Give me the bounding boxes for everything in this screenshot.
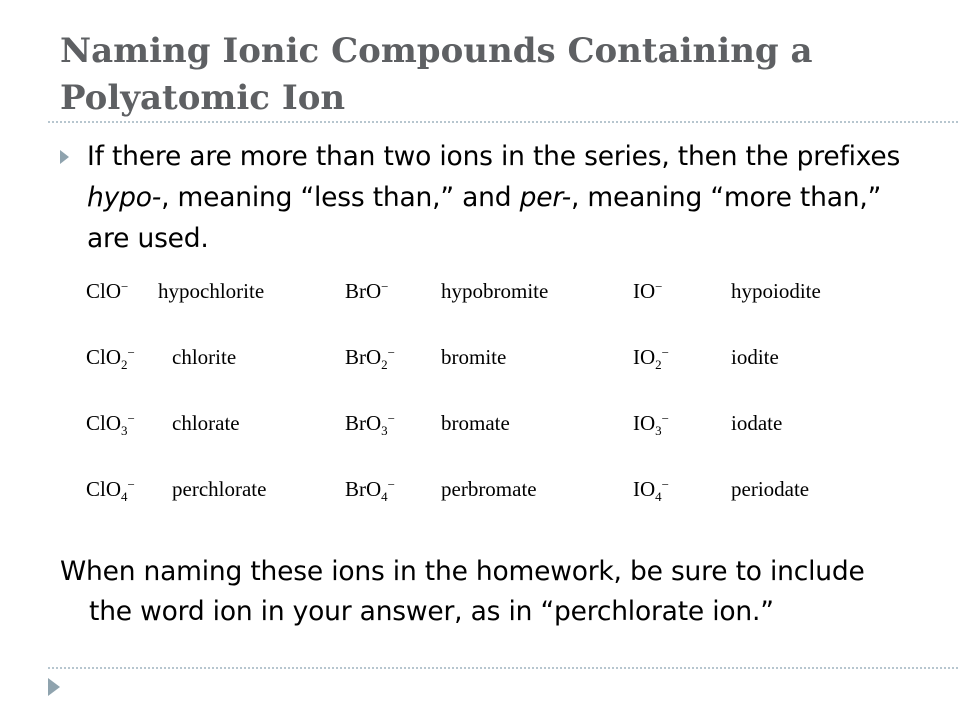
ion-charge: − [387,345,396,360]
bullet-text [87,136,917,259]
ion-name: bromate [441,411,510,435]
ion-formula-base: ClO [86,477,122,501]
ion-name: perbromate [441,477,537,501]
ion-formula [345,475,395,503]
ion-charge: − [127,345,135,360]
ion-formula-base: ClO [86,411,122,435]
ion-name: hypobromite [441,279,549,303]
ion-charge: − [387,411,396,426]
ion-name: chlorate [172,411,240,435]
ion-formula-base: IO [633,411,656,435]
ion-formula-subscript: 3 [381,423,388,438]
ion-charge: − [661,477,670,492]
slide-title-line1: Naming Ionic Compounds Containing a [60,31,813,71]
ion-formula [633,343,669,371]
prefix-hypo: hypo- [87,182,162,213]
ion-formula [345,409,395,437]
ion-formula-subscript: 2 [655,357,662,372]
ion-formula [345,343,395,371]
homework-note [60,552,920,632]
ion-formula-base: BrO [345,345,382,369]
ion-charge: − [381,279,389,294]
ion-table [86,277,926,517]
ion-formula [86,409,135,437]
ion-name: hypochlorite [158,279,265,303]
bullet-text-part2: , meaning “less than,” and [161,182,520,213]
slide-title [60,28,920,122]
homework-note-line2: the word ion in your answer, as in “perchlorate ion.” [89,596,774,627]
triangle-arrow-icon [48,678,60,696]
ion-formula-subscript: 4 [655,489,662,504]
slide-title-line2: Polyatomic Ion [60,78,346,118]
ion-name: chlorite [172,345,237,369]
ion-formula [633,409,669,437]
ion-formula-subscript: 4 [121,489,128,504]
ion-charge: − [127,411,135,426]
ion-formula [633,475,669,503]
ion-name: periodate [731,477,810,501]
ion-name: bromite [441,345,507,369]
ion-formula [86,343,135,371]
bullet-text-part1: If there are more than two ions in the series, then the prefixes [87,141,901,172]
ion-formula-base: BrO [345,411,382,435]
ion-formula-base: ClO [86,345,122,369]
ion-name: hypoiodite [731,279,821,303]
footer-divider [48,667,960,669]
ion-name: perchlorate [172,477,267,501]
prefix-per: per- [519,182,571,213]
ion-formula-subscript: 2 [121,357,128,372]
bullet-text-part3: , meaning “more than,” are used. [87,182,882,254]
triangle-bullet-icon [60,150,69,164]
ion-charge: − [121,279,129,294]
ion-formula [86,277,128,305]
ion-charge: − [655,279,663,294]
ion-formula-base: IO [633,345,656,369]
ion-formula-base: ClO [86,279,122,303]
ion-name: iodate [731,411,783,435]
ion-formula [86,475,135,503]
ion-formula-base: BrO [345,279,382,303]
ion-formula-base: IO [633,477,656,501]
ion-formula-subscript: 3 [121,423,128,438]
ion-formula-subscript: 4 [381,489,388,504]
ion-formula [633,277,663,305]
ion-charge: − [661,345,670,360]
title-divider [48,121,960,123]
ion-formula-subscript: 2 [381,357,388,372]
homework-note-line1: When naming these ions in the homework, be sure to include [60,556,865,587]
ion-formula-base: IO [633,279,656,303]
ion-charge: − [387,477,396,492]
ion-name: iodite [731,345,779,369]
ion-charge: − [661,411,670,426]
ion-formula [345,277,389,305]
ion-formula-base: BrO [345,477,382,501]
ion-charge: − [127,477,135,492]
ion-formula-subscript: 3 [655,423,662,438]
